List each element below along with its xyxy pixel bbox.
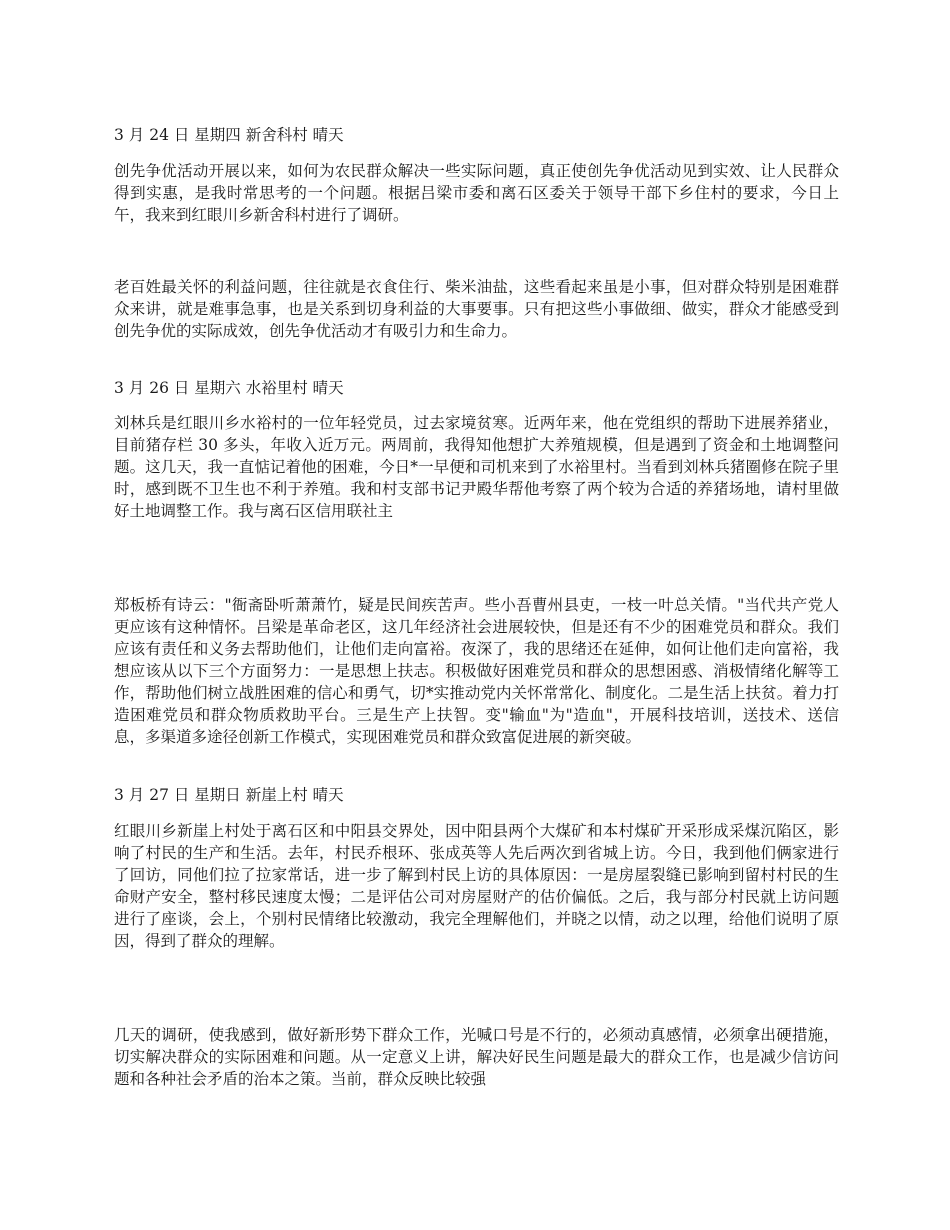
entry-heading: 3 月 26 日 星期六 水裕里村 晴天: [114, 379, 344, 397]
paragraph: 红眼川乡新崖上村处于离石区和中阳县交界处，因中阳县两个大煤矿和本村煤矿开采形成采煤沉陷区，影响了村民的生产和生活。去年，村民乔根环、张成英等人先后两次到省城上访。今日，我到他们俩家进行了回访，同他们拉了拉家常话，进一步了解到村民上访的具体原因：一是房屋裂缝已影响到留村村民的生命财产安全，整村移民速度太慢；二是评估公司对房屋财产的估价偏低。之后，我与部分村民就上访问题进行了座谈，会上，个别村民情绪比较激动，我完全理解他们，并晓之以情，动之以理，给他们说明了原因，得到了群众的理解。: [114, 822, 839, 950]
entry-heading: 3 月 27 日 星期日 新崖上村 晴天: [114, 786, 344, 804]
entry-heading: 3 月 24 日 星期四 新舍科村 晴天: [114, 126, 344, 144]
paragraph: 几天的调研，使我感到，做好新形势下群众工作，光喊口号是不行的，必须动真感情，必须拿出硬措施，切实解决群众的实际困难和问题。从一定意义上讲，解决好民生问题是最大的群众工作，也是减少信访问题和各种社会矛盾的治本之策。当前，群众反映比较强: [114, 1026, 839, 1088]
paragraph: 创先争优活动开展以来，如何为农民群众解决一些实际问题，真正使创先争优活动见到实效、让人民群众得到实惠，是我时常思考的一个问题。根据吕梁市委和离石区委关于领导干部下乡住村的要求，今日上午，我来到红眼川乡新舍科村进行了调研。: [114, 162, 839, 224]
paragraph: 刘林兵是红眼川乡水裕村的一位年轻党员，过去家境贫寒。近两年来，他在党组织的帮助下进展养猪业，目前猪存栏 30 多头，年收入近万元。两周前，我得知他想扩大养殖规模，但是遇到了资金和土地调整问题。这几天，我一直惦记着他的困难，今日*一早便和司机来到了水裕里村。当看到刘林兵猪圈修在院子里时，感到既不卫生也不利于养殖。我和村支部书记尹殿华帮他考察了两个较为合适的养猪场地，请村里做好土地调整工作。我与离石区信用联社主: [114, 414, 839, 520]
paragraph: 老百姓最关怀的利益问题，往往就是衣食住行、柴米油盐，这些看起来虽是小事，但对群众特别是困难群众来讲，就是难事急事，也是关系到切身利益的大事要事。只有把这些小事做细、做实，群众才能感受到创先争优的实际成效，创先争优活动才有吸引力和生命力。: [114, 278, 839, 340]
paragraph: 郑板桥有诗云："衙斋卧听萧萧竹，疑是民间疾苦声。些小吾曹州县吏，一枝一叶总关情。"当代共产党人更应该有这种情怀。吕梁是革命老区，这几年经济社会进展较快，但是还有不少的困难党员和群众。我们应该有责任和义务去帮助他们，让他们走向富裕。夜深了，我的思绪还在延伸，如何让他们走向富裕，我想应该从以下三个方面努力：一是思想上扶志。积极做好困难党员和群众的思想困惑、消极情绪化解等工作，帮助他们树立战胜困难的信心和勇气，切*实推动党内关怀常常化、制度化。二是生活上扶贫。着力打造困难党员和群众物质救助平台。三是生产上扶智。变"输血"为"造血"，开展科技培训，送技术、送信息，多渠道多途径创新工作模式，实现困难党员和群众致富促进展的新突破。: [114, 596, 839, 746]
